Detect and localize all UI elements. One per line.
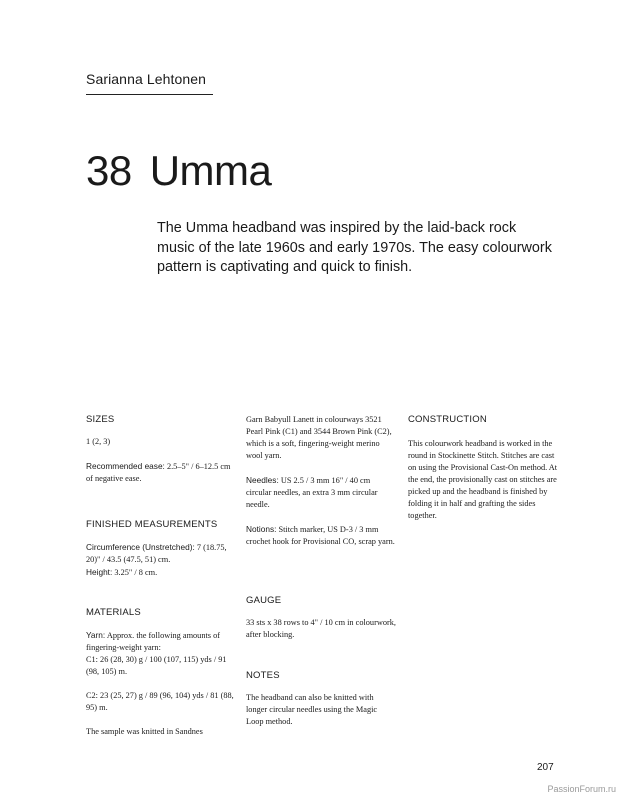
height <box>86 566 236 579</box>
height-text: 3.25" / 8 cm. <box>112 568 158 577</box>
sizes-heading: SIZES <box>86 414 115 425</box>
intro-paragraph: The Umma headband was inspired by the laid-back rock music of the late 1960s and early 1970s. The easy colourwork pattern is captivating and quick to finish. <box>157 220 552 275</box>
gauge-text: 33 sts x 38 rows to 4" / 10 cm in colourwork, after blocking. <box>246 618 396 639</box>
sample-yarn-continued: Garn Babyull Lanett in colourways 3521 Pearl Pink (C1) and 3544 Brown Pink (C2), which is a soft, fingering-weight merino wool yarn. <box>246 415 392 460</box>
sizes-values: 1 (2, 3) <box>86 437 111 446</box>
pattern-name: Umma <box>149 147 272 194</box>
notions-text: Stitch marker, US D-3 / 3 mm crochet hook for Provisional CO, scrap yarn. <box>246 525 395 546</box>
yarn-text: Approx. the following amounts of fingering-weight yarn: <box>86 631 220 652</box>
notes-heading: NOTES <box>246 670 280 681</box>
finished-measurements-heading: FINISHED MEASUREMENTS <box>86 519 218 530</box>
watermark: PassionForum.ru <box>547 784 616 794</box>
notions-label: Notions: <box>246 524 277 534</box>
page-number: 207 <box>537 762 554 773</box>
needles <box>246 474 396 511</box>
yarn <box>86 629 236 654</box>
author-underline <box>86 94 213 95</box>
pattern-number: 38 <box>86 147 132 194</box>
sample-yarn: The sample was knitted in Sandnes <box>86 727 203 736</box>
ease-label: Recommended ease: <box>86 461 165 471</box>
construction-heading: CONSTRUCTION <box>408 414 487 425</box>
construction-text: This colourwork headband is worked in the round in Stockinette Stitch. Stitches are cast on using the Provisional Cast-On method. At the end, the provisionally cast on stitches are picked up and the headband is finished by folding it in half and grafting the sides together. <box>408 439 558 520</box>
height-label: Height: <box>86 567 113 577</box>
yarn-label: Yarn: <box>86 630 106 640</box>
circumference <box>86 541 236 566</box>
pattern-title <box>86 147 272 194</box>
notions <box>246 523 396 548</box>
yarn-c1: C1: 26 (28, 30) g / 100 (107, 115) yds / 91 (98, 105) m. <box>86 655 227 676</box>
notes-text: The headband can also be knitted with longer circular needles using the Magic Loop method. <box>246 693 378 726</box>
needles-label: Needles: <box>246 475 279 485</box>
circumference-text: 7 (18.75, 20)" / 43.5 (47.5, 51) cm. <box>86 543 227 564</box>
circumference-label: Circumference (Unstretched): <box>86 542 195 552</box>
needles-text: US 2.5 / 3 mm 16" / 40 cm circular needles, an extra 3 mm circular needle. <box>246 476 378 509</box>
gauge-heading: GAUGE <box>246 595 282 606</box>
ease-text: 2.5–5" / 6–12.5 cm of negative ease. <box>86 462 231 483</box>
author-name: Sarianna Lehtonen <box>86 71 207 87</box>
materials-heading: MATERIALS <box>86 607 141 618</box>
recommended-ease <box>86 460 236 485</box>
yarn-c2: C2: 23 (25, 27) g / 89 (96, 104) yds / 81 (88, 95) m. <box>86 691 234 712</box>
